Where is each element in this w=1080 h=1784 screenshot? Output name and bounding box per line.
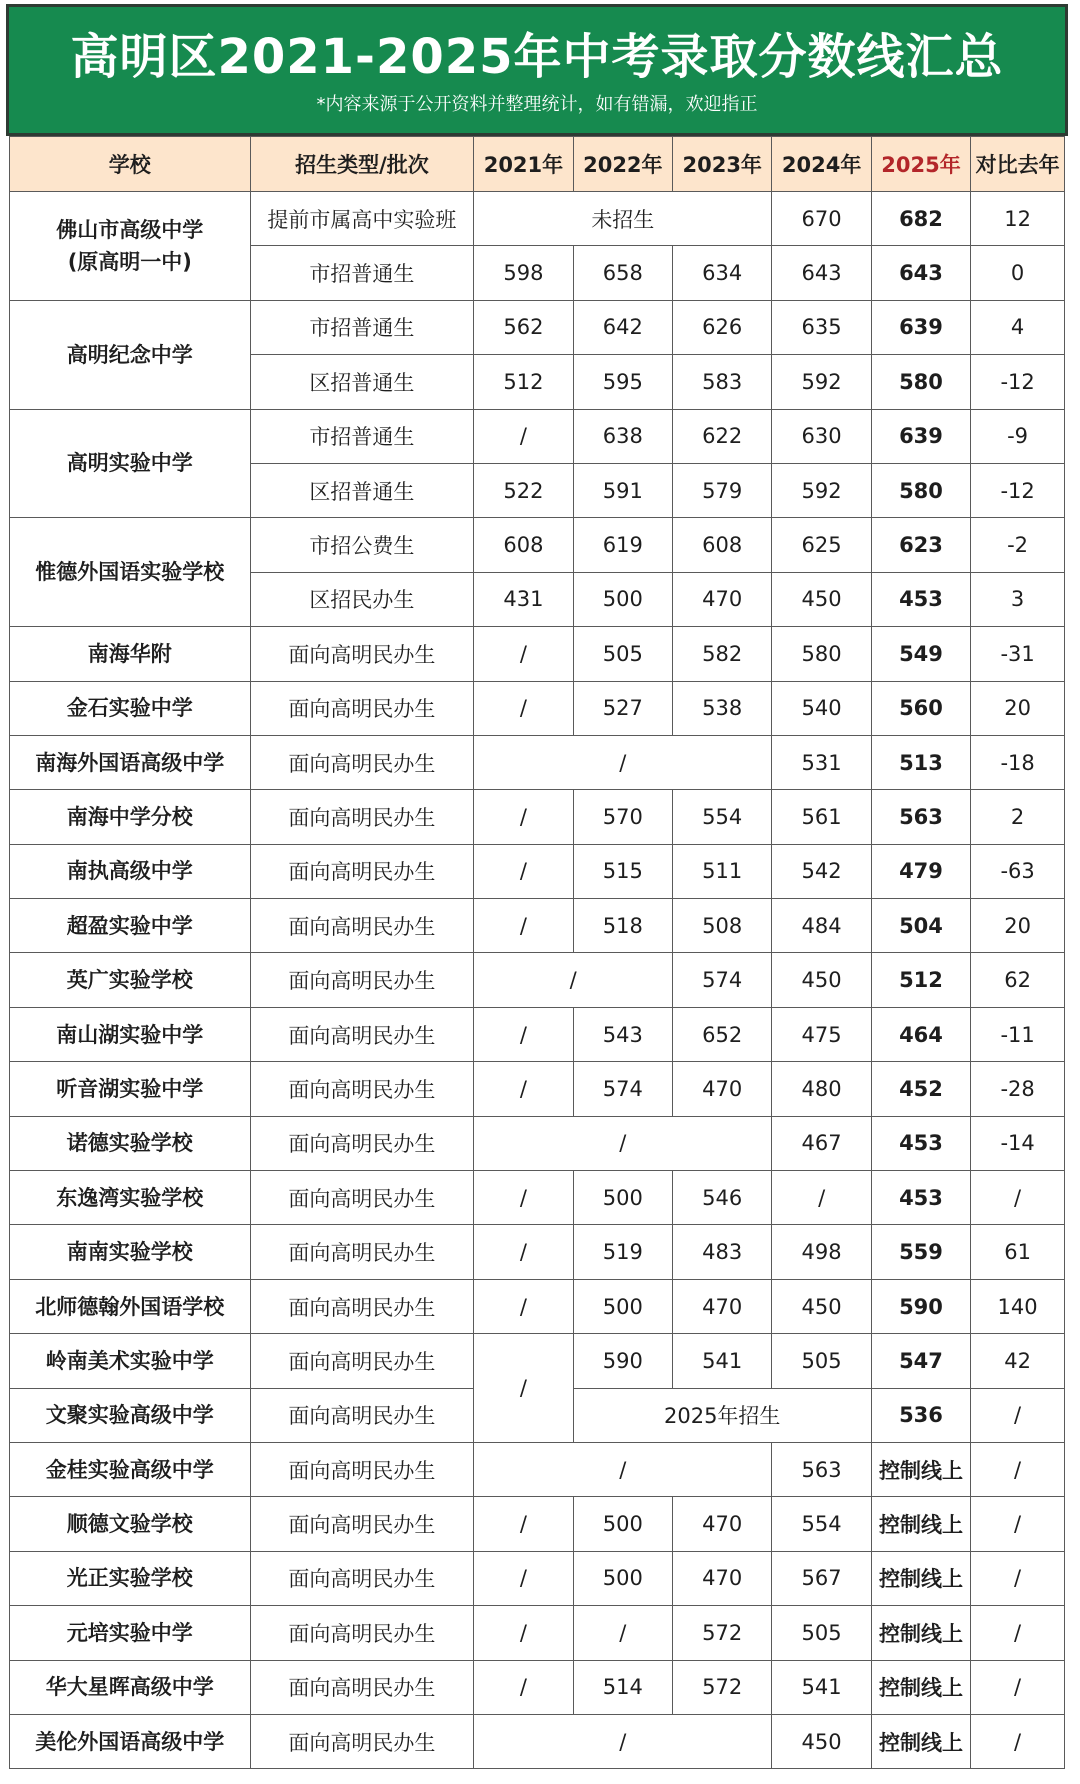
score-2024: 561 (772, 790, 871, 844)
score-2025: 559 (871, 1225, 970, 1279)
score-2023: 470 (673, 1062, 772, 1116)
score-2023: 541 (673, 1334, 772, 1388)
score-diff: 42 (971, 1334, 1065, 1388)
score-2023: 483 (673, 1225, 772, 1279)
enroll-type: 市招普通生 (250, 246, 474, 300)
score-diff: / (971, 1497, 1065, 1551)
score-2025: 623 (871, 518, 970, 572)
score-2023: 470 (673, 572, 772, 626)
score-diff: 3 (971, 572, 1065, 626)
score-2021-2022: / (474, 953, 673, 1007)
score-2025: 639 (871, 409, 970, 463)
table-row (10, 844, 1065, 898)
score-2021: / (474, 409, 573, 463)
score-diff: 61 (971, 1225, 1065, 1279)
score-2022: 642 (573, 300, 672, 354)
score-2021: / (474, 1606, 573, 1660)
school-name: 听音湖实验中学 (10, 1062, 251, 1116)
enroll-type: 面向高明民办生 (250, 1007, 474, 1061)
table-row (10, 953, 1065, 1007)
table-row (10, 1714, 1065, 1768)
page (6, 0, 1074, 1784)
table-row (10, 899, 1065, 953)
score-2024: 467 (772, 1116, 871, 1170)
school-name: 金石实验中学 (10, 681, 251, 735)
school-name: 元培实验中学 (10, 1606, 251, 1660)
score-2024: 484 (772, 899, 871, 953)
enroll-type: 面向高明民办生 (250, 899, 474, 953)
score-2023: 572 (673, 1606, 772, 1660)
score-diff: -18 (971, 735, 1065, 789)
score-2022: 638 (573, 409, 672, 463)
enroll-type: 市招普通生 (250, 409, 474, 463)
table-row (10, 1007, 1065, 1061)
score-2025: 控制线上 (871, 1497, 970, 1551)
score-diff: 2 (971, 790, 1065, 844)
score-2025: 682 (871, 192, 970, 246)
table-row (10, 1334, 1065, 1388)
school-name: 南南实验学校 (10, 1225, 251, 1279)
score-2024: 498 (772, 1225, 871, 1279)
score-2024: 554 (772, 1497, 871, 1551)
score-2025: 453 (871, 572, 970, 626)
score-2021: / (474, 899, 573, 953)
score-2024: 480 (772, 1062, 871, 1116)
school-name: 文聚实验高级中学 (10, 1388, 251, 1442)
table-row (10, 518, 1065, 572)
school-name: 高明纪念中学 (10, 300, 251, 409)
score-2021: 512 (474, 355, 573, 409)
score-2021-2023: 未招生 (474, 192, 772, 246)
score-2025: 512 (871, 953, 970, 1007)
score-2024: / (772, 1171, 871, 1225)
score-2024: 580 (772, 627, 871, 681)
score-diff: 62 (971, 953, 1065, 1007)
score-diff: -11 (971, 1007, 1065, 1061)
score-2023: 608 (673, 518, 772, 572)
score-2024: 450 (772, 1279, 871, 1333)
score-2025: 504 (871, 899, 970, 953)
score-2023: 508 (673, 899, 772, 953)
score-2025: 453 (871, 1116, 970, 1170)
score-2021: / (474, 1497, 573, 1551)
score-2022: / (573, 1606, 672, 1660)
score-diff: 20 (971, 681, 1065, 735)
score-2025: 453 (871, 1171, 970, 1225)
score-diff: / (971, 1660, 1065, 1714)
school-name: 高明实验中学 (10, 409, 251, 518)
header-2025: 2025年 (871, 137, 970, 192)
school-name: 诺德实验学校 (10, 1116, 251, 1170)
score-diff: -12 (971, 463, 1065, 517)
score-2023: 652 (673, 1007, 772, 1061)
enroll-type: 市招普通生 (250, 300, 474, 354)
score-2025: 563 (871, 790, 970, 844)
school-name: 北师德翰外国语学校 (10, 1279, 251, 1333)
score-diff: -9 (971, 409, 1065, 463)
table-row (10, 1497, 1065, 1551)
score-2021: / (474, 627, 573, 681)
enroll-type: 面向高明民办生 (250, 681, 474, 735)
enroll-type: 面向高明民办生 (250, 1171, 474, 1225)
score-2021: / (474, 1225, 573, 1279)
score-2021: 522 (474, 463, 573, 517)
score-diff: 140 (971, 1279, 1065, 1333)
score-2024: 450 (772, 1714, 871, 1768)
school-name-line1: 佛山市高级中学 (56, 217, 204, 242)
school-name: 华大星晖高级中学 (10, 1660, 251, 1714)
school-name: 金桂实验高级中学 (10, 1442, 251, 1496)
enroll-type: 提前市属高中实验班 (250, 192, 474, 246)
score-2024: 450 (772, 572, 871, 626)
score-diff: / (971, 1388, 1065, 1442)
table-row (10, 1551, 1065, 1605)
score-diff: 4 (971, 300, 1065, 354)
score-table (9, 136, 1065, 1769)
score-2025: 控制线上 (871, 1551, 970, 1605)
score-2022: 658 (573, 246, 672, 300)
score-2025: 513 (871, 735, 970, 789)
score-diff: -28 (971, 1062, 1065, 1116)
score-2022: 515 (573, 844, 672, 898)
score-2022: 500 (573, 572, 672, 626)
score-2024: 505 (772, 1334, 871, 1388)
score-2025: 643 (871, 246, 970, 300)
school-name: 南海外国语高级中学 (10, 735, 251, 789)
enroll-type: 面向高明民办生 (250, 1225, 474, 1279)
score-2021: / (474, 844, 573, 898)
table-row (10, 1171, 1065, 1225)
score-2023: 470 (673, 1279, 772, 1333)
score-2021: / (474, 1334, 573, 1443)
score-2024: 531 (772, 735, 871, 789)
score-2025: 控制线上 (871, 1606, 970, 1660)
score-diff: -14 (971, 1116, 1065, 1170)
score-2021: / (474, 1062, 573, 1116)
score-diff: -63 (971, 844, 1065, 898)
score-2025: 536 (871, 1388, 970, 1442)
score-2025: 547 (871, 1334, 970, 1388)
score-diff: -31 (971, 627, 1065, 681)
header-type: 招生类型/批次 (250, 137, 474, 192)
school-name: 南执高级中学 (10, 844, 251, 898)
score-2022: 543 (573, 1007, 672, 1061)
score-2022: 505 (573, 627, 672, 681)
score-2024: 643 (772, 246, 871, 300)
school-name: 惟德外国语实验学校 (10, 518, 251, 627)
table-row (10, 192, 1065, 246)
score-2025: 452 (871, 1062, 970, 1116)
score-2021: 608 (474, 518, 573, 572)
score-2022: 595 (573, 355, 672, 409)
enroll-type: 面向高明民办生 (250, 1334, 474, 1388)
enroll-type: 市招公费生 (250, 518, 474, 572)
score-2021-2023: / (474, 1116, 772, 1170)
table-row (10, 409, 1065, 463)
score-2021: / (474, 1660, 573, 1714)
score-2024: 630 (772, 409, 871, 463)
score-diff: -12 (971, 355, 1065, 409)
score-2023: 626 (673, 300, 772, 354)
score-2024: 475 (772, 1007, 871, 1061)
enroll-type: 面向高明民办生 (250, 1388, 474, 1442)
table-row (10, 1279, 1065, 1333)
school-name: 岭南美术实验中学 (10, 1334, 251, 1388)
score-2023: 538 (673, 681, 772, 735)
score-2021-2023: / (474, 735, 772, 789)
school-name (10, 192, 251, 301)
score-2023: 554 (673, 790, 772, 844)
header-2024: 2024年 (772, 137, 871, 192)
score-2022: 500 (573, 1551, 672, 1605)
enroll-type: 面向高明民办生 (250, 1062, 474, 1116)
enroll-type: 区招普通生 (250, 463, 474, 517)
score-2023: 572 (673, 1660, 772, 1714)
score-2022: 518 (573, 899, 672, 953)
enroll-type: 面向高明民办生 (250, 953, 474, 1007)
score-2025: 控制线上 (871, 1660, 970, 1714)
enroll-type: 面向高明民办生 (250, 1714, 474, 1768)
score-diff: / (971, 1171, 1065, 1225)
score-2021: / (474, 1171, 573, 1225)
school-name: 英广实验学校 (10, 953, 251, 1007)
school-name: 东逸湾实验学校 (10, 1171, 251, 1225)
table-row (10, 1606, 1065, 1660)
enroll-type: 面向高明民办生 (250, 1551, 474, 1605)
table-row (10, 790, 1065, 844)
score-2024: 540 (772, 681, 871, 735)
score-2024: 592 (772, 355, 871, 409)
header-2023: 2023年 (673, 137, 772, 192)
enroll-type: 区招民办生 (250, 572, 474, 626)
table-row (10, 1225, 1065, 1279)
score-2023: 470 (673, 1497, 772, 1551)
table-row (10, 735, 1065, 789)
table-row (10, 681, 1065, 735)
header-school: 学校 (10, 137, 251, 192)
score-2023: 622 (673, 409, 772, 463)
score-2022: 591 (573, 463, 672, 517)
score-2021: / (474, 1007, 573, 1061)
score-2025: 560 (871, 681, 970, 735)
score-2025: 控制线上 (871, 1442, 970, 1496)
table-row (10, 1062, 1065, 1116)
score-2024: 542 (772, 844, 871, 898)
school-name-line2: (原高明一中) (67, 249, 192, 274)
score-2024: 567 (772, 1551, 871, 1605)
score-2021: 562 (474, 300, 573, 354)
score-2025: 639 (871, 300, 970, 354)
enroll-type: 区招普通生 (250, 355, 474, 409)
title-banner (6, 4, 1068, 136)
school-name: 光正实验学校 (10, 1551, 251, 1605)
score-2024: 635 (772, 300, 871, 354)
enroll-type: 面向高明民办生 (250, 1116, 474, 1170)
school-name: 南山湖实验中学 (10, 1007, 251, 1061)
score-2022: 527 (573, 681, 672, 735)
score-diff: 12 (971, 192, 1065, 246)
enroll-type: 面向高明民办生 (250, 1442, 474, 1496)
score-2021: / (474, 681, 573, 735)
score-2023: 546 (673, 1171, 772, 1225)
score-2024: 450 (772, 953, 871, 1007)
score-2022: 500 (573, 1171, 672, 1225)
score-2021: / (474, 1551, 573, 1605)
score-2022: 619 (573, 518, 672, 572)
enroll-type: 面向高明民办生 (250, 844, 474, 898)
table-row (10, 1660, 1065, 1714)
enroll-type: 面向高明民办生 (250, 1279, 474, 1333)
school-name: 超盈实验中学 (10, 899, 251, 953)
page-subtitle: *内容来源于公开资料并整理统计，如有错漏，欢迎指正 (316, 94, 758, 115)
score-2024: 670 (772, 192, 871, 246)
score-2023: 579 (673, 463, 772, 517)
table-row (10, 627, 1065, 681)
enroll-type: 面向高明民办生 (250, 790, 474, 844)
enroll-type: 面向高明民办生 (250, 1497, 474, 1551)
score-2024: 592 (772, 463, 871, 517)
score-2021: 431 (474, 572, 573, 626)
score-2024: 563 (772, 1442, 871, 1496)
score-2022: 500 (573, 1279, 672, 1333)
score-diff: / (971, 1442, 1065, 1496)
score-2021: 598 (474, 246, 573, 300)
score-2022: 519 (573, 1225, 672, 1279)
score-2023: 582 (673, 627, 772, 681)
enroll-type: 面向高明民办生 (250, 1660, 474, 1714)
score-2021-2023: / (474, 1714, 772, 1768)
score-diff: / (971, 1714, 1065, 1768)
score-diff: 20 (971, 899, 1065, 953)
table-row (10, 300, 1065, 354)
school-name: 顺德文验学校 (10, 1497, 251, 1551)
score-2021: / (474, 1279, 573, 1333)
page-title: 高明区2021-2025年中考录取分数线汇总 (70, 29, 1004, 85)
score-2025: 549 (871, 627, 970, 681)
header-2021: 2021年 (474, 137, 573, 192)
score-2023: 470 (673, 1551, 772, 1605)
score-2025: 控制线上 (871, 1714, 970, 1768)
score-2021-2023: / (474, 1442, 772, 1496)
score-2022: 574 (573, 1062, 672, 1116)
school-name: 南海华附 (10, 627, 251, 681)
table-row (10, 1116, 1065, 1170)
score-2023: 583 (673, 355, 772, 409)
score-2025: 479 (871, 844, 970, 898)
score-2024: 541 (772, 1660, 871, 1714)
score-diff: / (971, 1606, 1065, 1660)
school-name: 美伦外国语高级中学 (10, 1714, 251, 1768)
score-diff: -2 (971, 518, 1065, 572)
score-2022: 570 (573, 790, 672, 844)
score-2023: 511 (673, 844, 772, 898)
table-row (10, 1442, 1065, 1496)
score-2023: 634 (673, 246, 772, 300)
score-2024: 505 (772, 1606, 871, 1660)
header-2022: 2022年 (573, 137, 672, 192)
score-2025: 464 (871, 1007, 970, 1061)
enroll-type: 面向高明民办生 (250, 627, 474, 681)
score-2022: 514 (573, 1660, 672, 1714)
score-2022-2024: 2025年招生 (573, 1388, 871, 1442)
score-2025: 580 (871, 355, 970, 409)
score-2024: 625 (772, 518, 871, 572)
header-diff: 对比去年 (971, 137, 1065, 192)
enroll-type: 面向高明民办生 (250, 1606, 474, 1660)
table-header-row (10, 137, 1065, 192)
score-2022: 590 (573, 1334, 672, 1388)
score-diff: / (971, 1551, 1065, 1605)
enroll-type: 面向高明民办生 (250, 735, 474, 789)
score-2021: / (474, 790, 573, 844)
score-2022: 500 (573, 1497, 672, 1551)
score-2025: 580 (871, 463, 970, 517)
score-diff: 0 (971, 246, 1065, 300)
score-2025: 590 (871, 1279, 970, 1333)
school-name: 南海中学分校 (10, 790, 251, 844)
score-2023: 574 (673, 953, 772, 1007)
